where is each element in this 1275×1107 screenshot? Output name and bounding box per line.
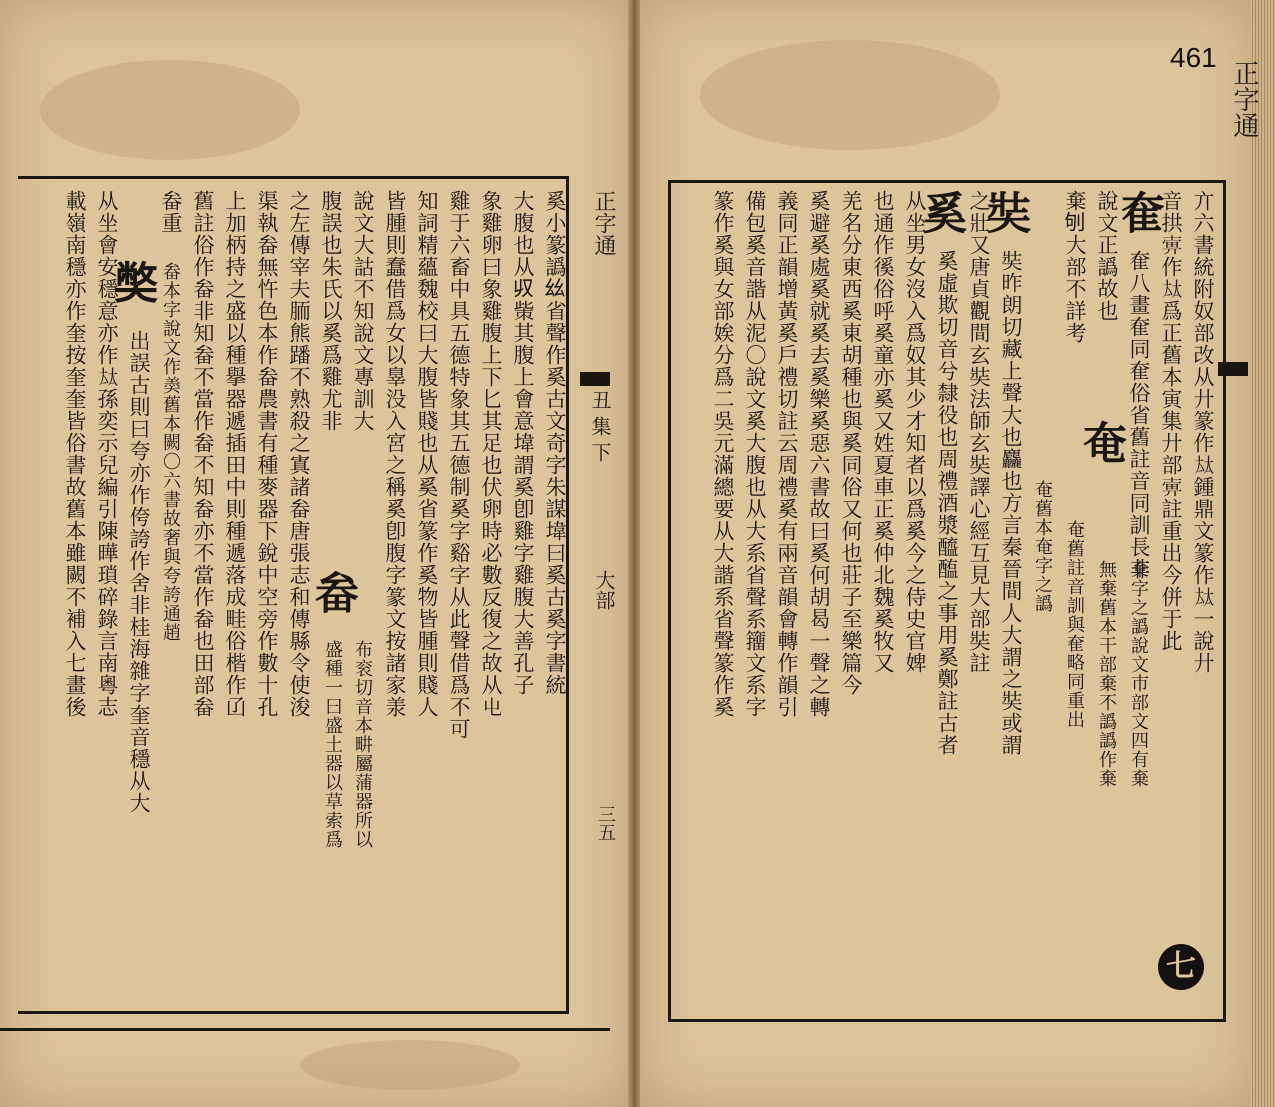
left-column-3: 象雞卵曰象雞腹上下匕其足也伏卵時必數反復之故从𡳾 (479, 190, 503, 718)
left-folio: 三五 (595, 805, 616, 841)
chapter-circle-mark: 七 (1158, 944, 1204, 990)
right-column-2: 音拱𢍚作𡘋爲正舊本寅集廾部𢍚註重出今併于此 (1159, 190, 1183, 652)
right-column-11: 羌名分東西奚東胡種也與奚同俗又何也莊子至樂篇今 (839, 190, 863, 696)
right-column-4: 說文正譌故也 (1095, 190, 1119, 322)
right-column-7: 之壯又唐貞觀間玄奘法師玄奘譯心經互見大部奘註 (967, 190, 991, 674)
left-column-4: 雞于六畜中具五德特象其五德制奚字谿字从此聲借爲不可 (447, 190, 471, 740)
left-column-10: 渠執畚無忤色本作畚農書有種麥器下銳中空旁作數十孔 (255, 190, 279, 718)
left-note-3: 畚本字說文作𡙡舊本闕〇六書故奢與夸誇通趙 (160, 262, 181, 642)
right-annotation-3: 奄舊註音訓與奞略同重出 (1064, 520, 1085, 729)
right-big-char-4: 奚 (915, 190, 966, 235)
left-column-1: 奚小篆譌𢆶省聲作奚古文奇字朱謀㙔曰奚古奚字書統 (543, 190, 567, 696)
right-column-8: 奚虛欺切音兮隸役也周禮酒漿醯醢之事用奚鄭註古者 (935, 250, 959, 756)
left-big-char-1: 𡚁 (109, 262, 160, 307)
right-big-char-2: 奄 (1075, 420, 1126, 465)
left-column-7: 說文大詁不知說文專訓大 (351, 190, 375, 432)
left-big-char-2: 畚 (307, 570, 358, 615)
left-note-2: 盛種一曰盛土器以草索爲 (322, 640, 343, 849)
right-column-1: 亣六書統附奴部改从廾篆作𡘋鍾鼎文篆作𡘋一說廾 (1191, 190, 1215, 674)
right-column-3: 奞八畫奞同奞俗省舊註音同訓長非 (1127, 250, 1151, 580)
right-column-12: 奚避奚處奚就奚去奚樂奚惡六書故曰奚何胡曷一聲之轉 (807, 190, 831, 718)
right-annotation-2: 無棄舊本干部棄不譌譌作棄 (1096, 560, 1117, 788)
right-column-6: 奘昨朗切藏上聲大也麤也方言秦晉間人大謂之奘或謂 (999, 250, 1023, 756)
left-column-12: 舊註俗作畚非知畚不當作畚不知畚亦不當作畚也田部畚 (191, 190, 215, 718)
left-column-16: 載嶺南穩亦作奎按奎奎皆俗書故舊本雖闕不補入七畫後 (63, 190, 87, 718)
left-margin-title: 正字通 (591, 190, 616, 256)
left-column-5: 知詞精蘊魏校曰大腹皆賤也从奚省篆作奚物皆腫則賤人 (415, 190, 439, 718)
right-column-10: 也通作徯俗呼奚童亦奚又姓夏車正奚仲北魏奚牧又 (871, 190, 895, 674)
right-column-13: 義同正韻增黃奚戶禮切註云周禮奚有兩音韻會轉作韻引 (775, 190, 799, 718)
right-big-char-3: 奘 (979, 190, 1030, 235)
left-column-13: 畚重 (159, 190, 183, 234)
left-bottom-rule (0, 1028, 610, 1031)
right-column-5: 棄𠛎大部不詳考 (1063, 190, 1087, 344)
right-column-9: 从坐男女沒入爲奴其少才知者以爲奚今之侍史官婢 (903, 190, 927, 674)
left-column-11: 上加柄持之盛以種擧器遞插田中則種遞落成畦俗楷作𠙶 (223, 190, 247, 718)
left-column-14: 出誤古則曰夸亦作侉誇作舍非桂海雜字奎音穩从大 (127, 330, 151, 814)
page-number: 461 (1170, 42, 1217, 73)
right-annotation-4: 奄舊本奄字之譌 (1032, 480, 1053, 613)
right-big-char-1: 奞 (1113, 190, 1164, 235)
right-column-15: 篆作奚與女部娭分爲二吳元滿總要从大諧系省聲篆作奚 (711, 190, 735, 718)
left-column-9: 之左傳宰夫胹熊蹯不熟殺之寘諸畚唐張志和傳縣令使浚 (287, 190, 311, 718)
right-margin-title: 正字通 (1229, 60, 1259, 138)
right-fish-tail-mark (1218, 362, 1248, 376)
left-column-15: 从坐會安穩意亦作𡘋孫奕示兒編引陳曄瑣碎錄言南粵志 (95, 190, 119, 718)
left-column-6: 皆腫則蠢借爲女以辠没入宮之稱奚卽腹字篆文按諸家𣴎 (383, 190, 407, 718)
left-banner: 丑集下 (588, 390, 612, 468)
left-column-8: 腹誤也朱氏以奚爲雞尤非 (319, 190, 343, 432)
left-column-2: 大腹也从𠬞㭰其腹上會意㙔謂奚卽雞字雞腹大善孔子 (511, 190, 535, 696)
right-annotation-1: 棄字之譌說文巿部文四有棄 (1128, 560, 1149, 788)
left-note-1: 布衮切音本畊屬蒲器所以 (352, 640, 373, 849)
left-section: 大部 (592, 570, 616, 610)
right-column-14: 備包奚音諧从泥〇說文奚大腹也从大系省聲系籒文系字 (743, 190, 767, 718)
fish-tail-mark (580, 372, 610, 386)
page-edges (1250, 0, 1275, 1107)
